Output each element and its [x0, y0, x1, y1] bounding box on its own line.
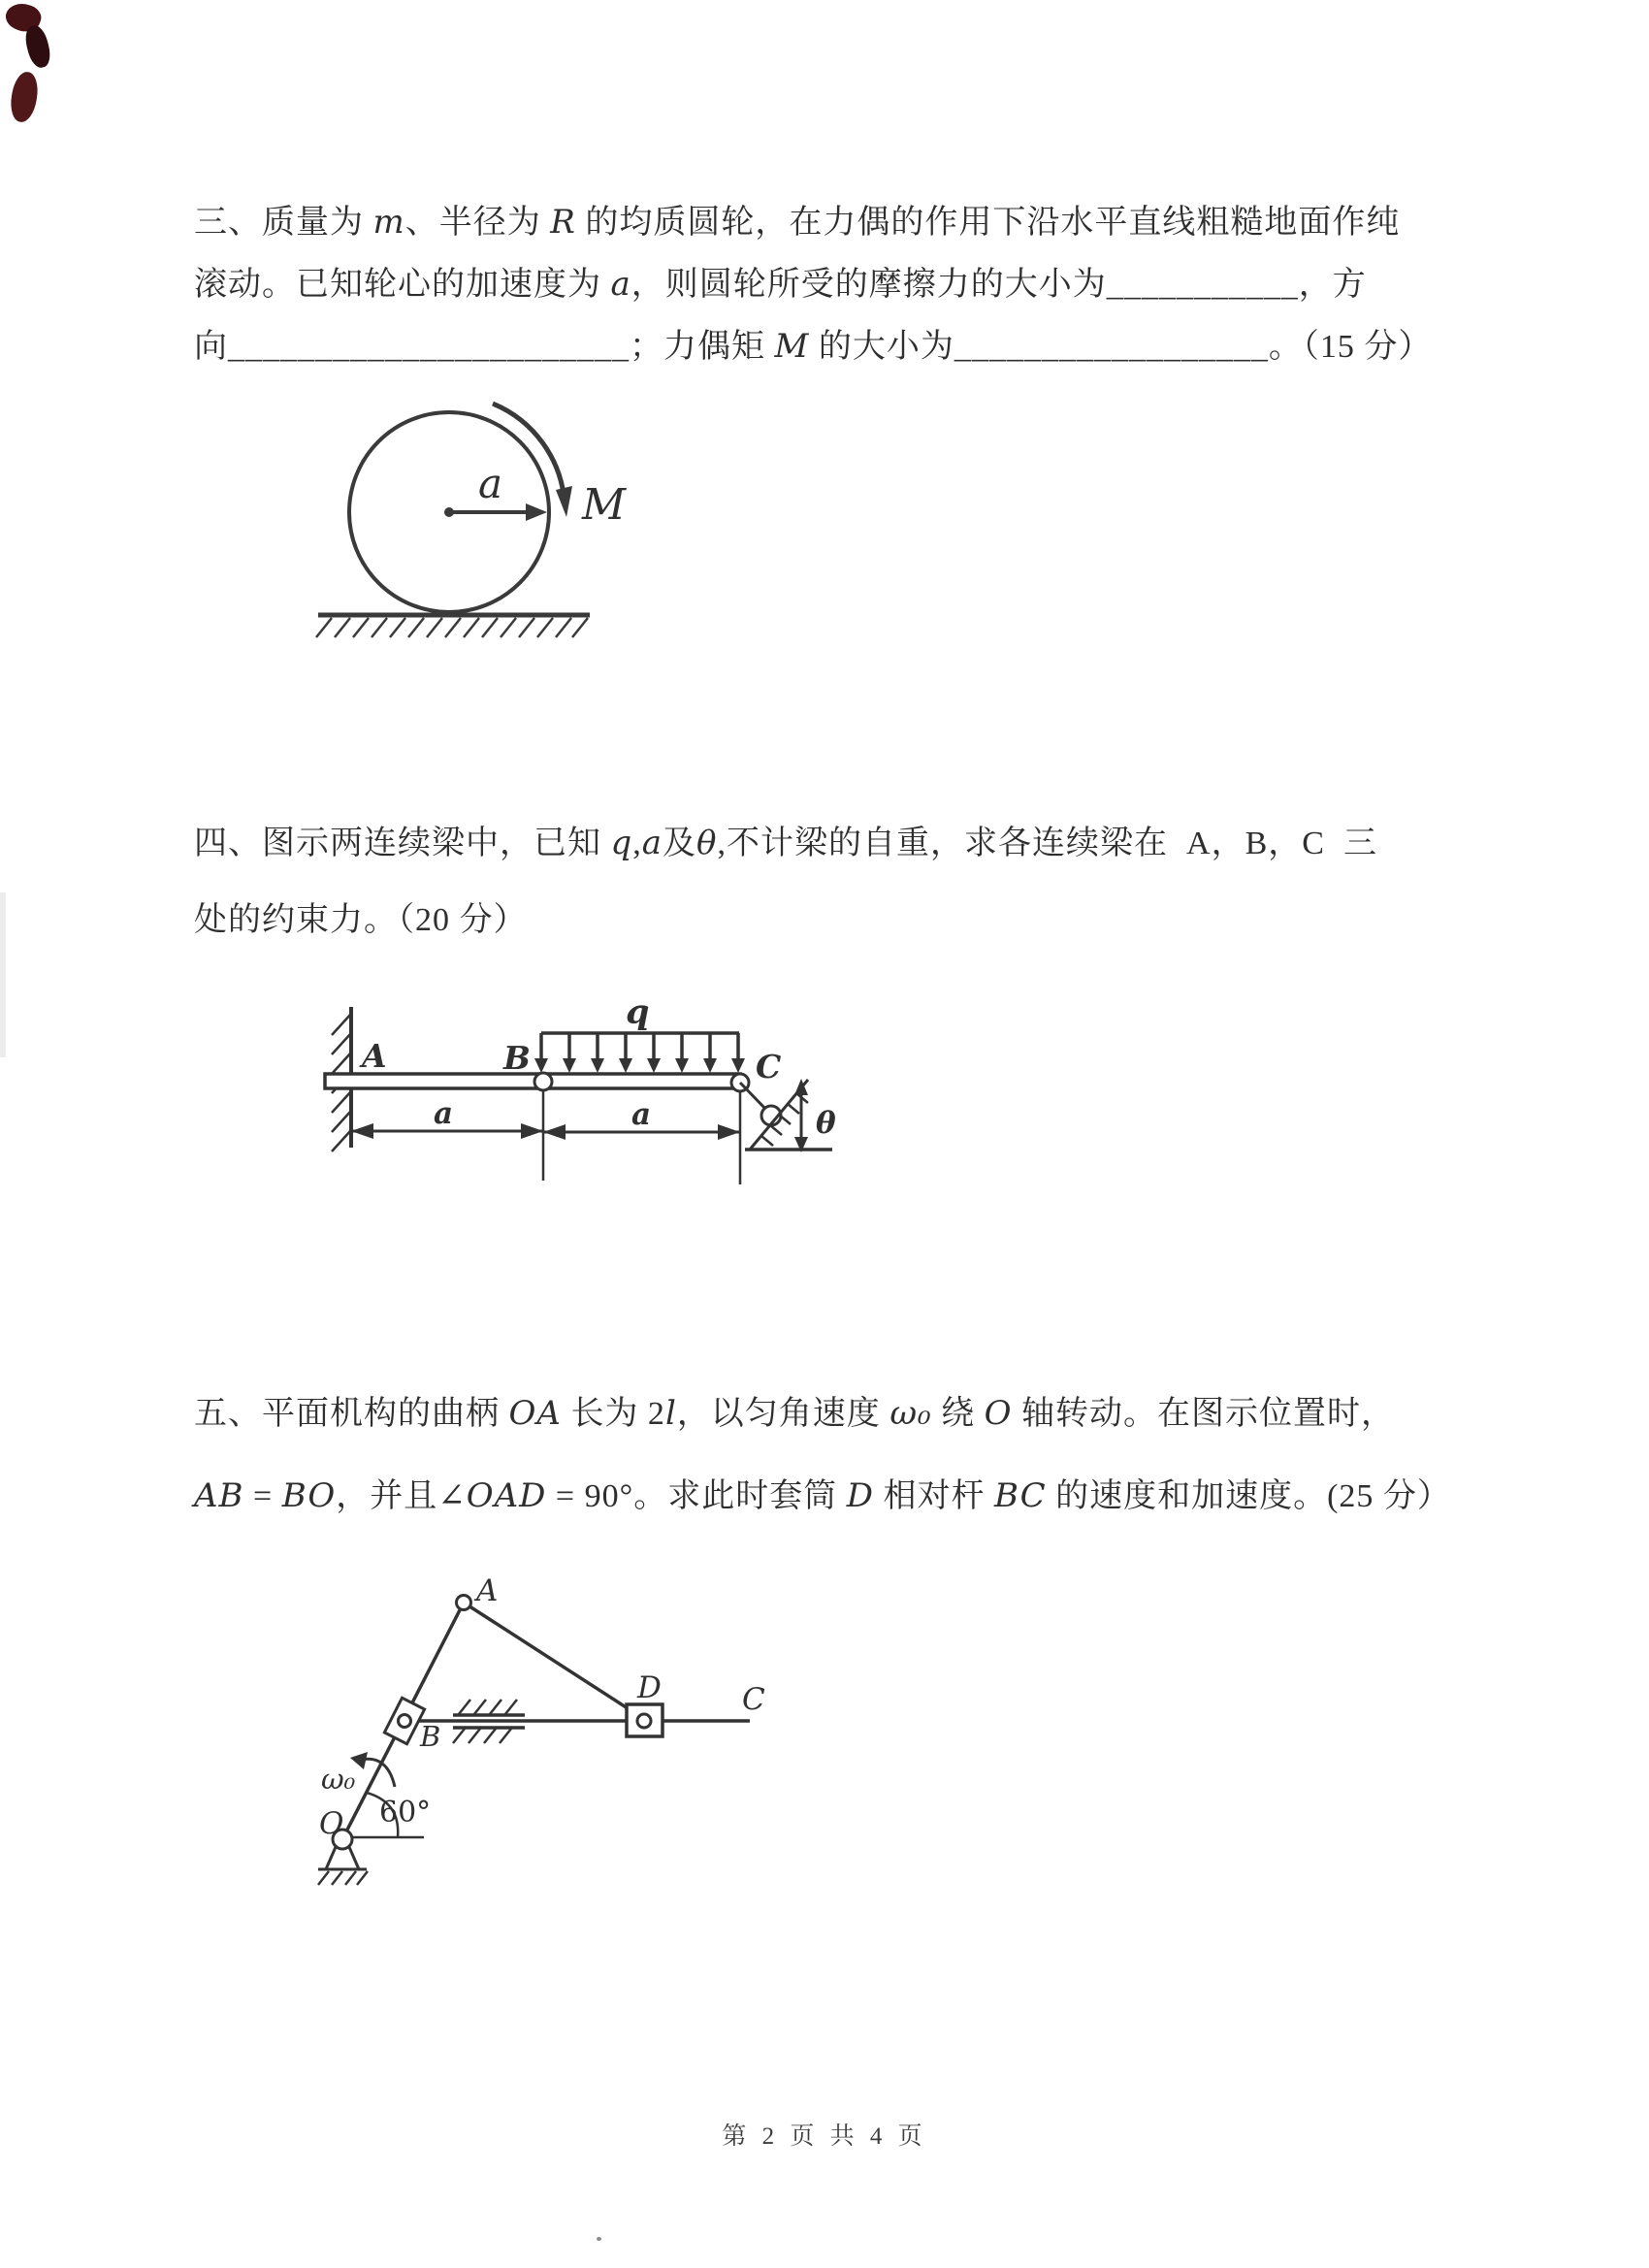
- label-theta: θ: [816, 1106, 836, 1141]
- beam-figure: [315, 994, 868, 1193]
- label-d: D: [637, 1670, 662, 1705]
- moment-arrow-head: [556, 486, 572, 517]
- guide-bottom-hatching: [453, 1729, 511, 1743]
- scan-stain: [8, 70, 41, 123]
- dim-arrow: [351, 1123, 373, 1139]
- label-b: B: [420, 1720, 441, 1753]
- scan-stain: [22, 23, 53, 70]
- scan-smudge: [0, 892, 6, 1057]
- moment-label: M: [582, 480, 627, 530]
- beam-body: [325, 1074, 740, 1088]
- pin-a: [457, 1596, 471, 1610]
- guide-top-hatching: [459, 1700, 517, 1714]
- label-a: A: [362, 1037, 387, 1075]
- label-q: q: [626, 992, 650, 1032]
- hinge-b: [534, 1073, 552, 1090]
- question3-line2: 滚动。已知轮心的加速度为 a，则圆轮所受的摩擦力的大小为___________，方: [194, 265, 1367, 304]
- label-b: B: [503, 1039, 531, 1077]
- load-arrows: [534, 1033, 745, 1073]
- label-o: O: [319, 1806, 344, 1841]
- question4-line1: 四、图示两连续梁中，已知 q,a及θ,不计梁的自重，求各连续梁在 A，B，C 三: [194, 824, 1377, 862]
- label-c: C: [756, 1048, 782, 1085]
- link-ad: [464, 1603, 644, 1719]
- dim-arrow: [718, 1124, 740, 1140]
- ground-hatching: [316, 618, 588, 637]
- page-number: 第 2 页 共 4 页: [722, 2123, 927, 2150]
- accel-label: a: [478, 460, 503, 507]
- question4-line2: 处的约束力。（20 分）: [194, 902, 528, 938]
- dim-arrow: [543, 1124, 566, 1140]
- label-span-right: a: [631, 1097, 652, 1132]
- label-c: C: [742, 1682, 765, 1717]
- label-span-left: a: [434, 1096, 454, 1131]
- slider-d-pin: [637, 1714, 651, 1728]
- question5-line2: AB = BO，并且∠OAD = 90°。求此时套筒 D 相对杆 BC 的速度和加速度。(25 分）: [194, 1476, 1451, 1515]
- label-omega0: ω₀: [321, 1763, 356, 1796]
- slider-b-pin: [399, 1715, 411, 1728]
- label-a: A: [476, 1573, 499, 1608]
- question5-line1: 五、平面机构的曲柄 OA 长为 2l，以匀角速度 ω₀ 绕 O 轴转动。在图示位置时，: [194, 1394, 1396, 1433]
- support-link-c: [740, 1083, 767, 1111]
- question3-line1: 三、质量为 m、半径为 R 的均质圆轮，在力偶的作用下沿水平直线粗糙地面作纯: [194, 203, 1401, 242]
- question3-line3: 向_______________________；力偶矩 M 的大小为__________________。（15 分）: [194, 327, 1433, 366]
- wheel-figure: [308, 393, 658, 655]
- pivot-o-hatching: [318, 1871, 368, 1885]
- accel-arrow-head: [526, 503, 547, 521]
- scan-dot: [597, 2237, 601, 2241]
- dim-arrow: [521, 1123, 543, 1139]
- mechanism-figure: [306, 1573, 878, 1904]
- label-60deg: 60°: [379, 1796, 432, 1830]
